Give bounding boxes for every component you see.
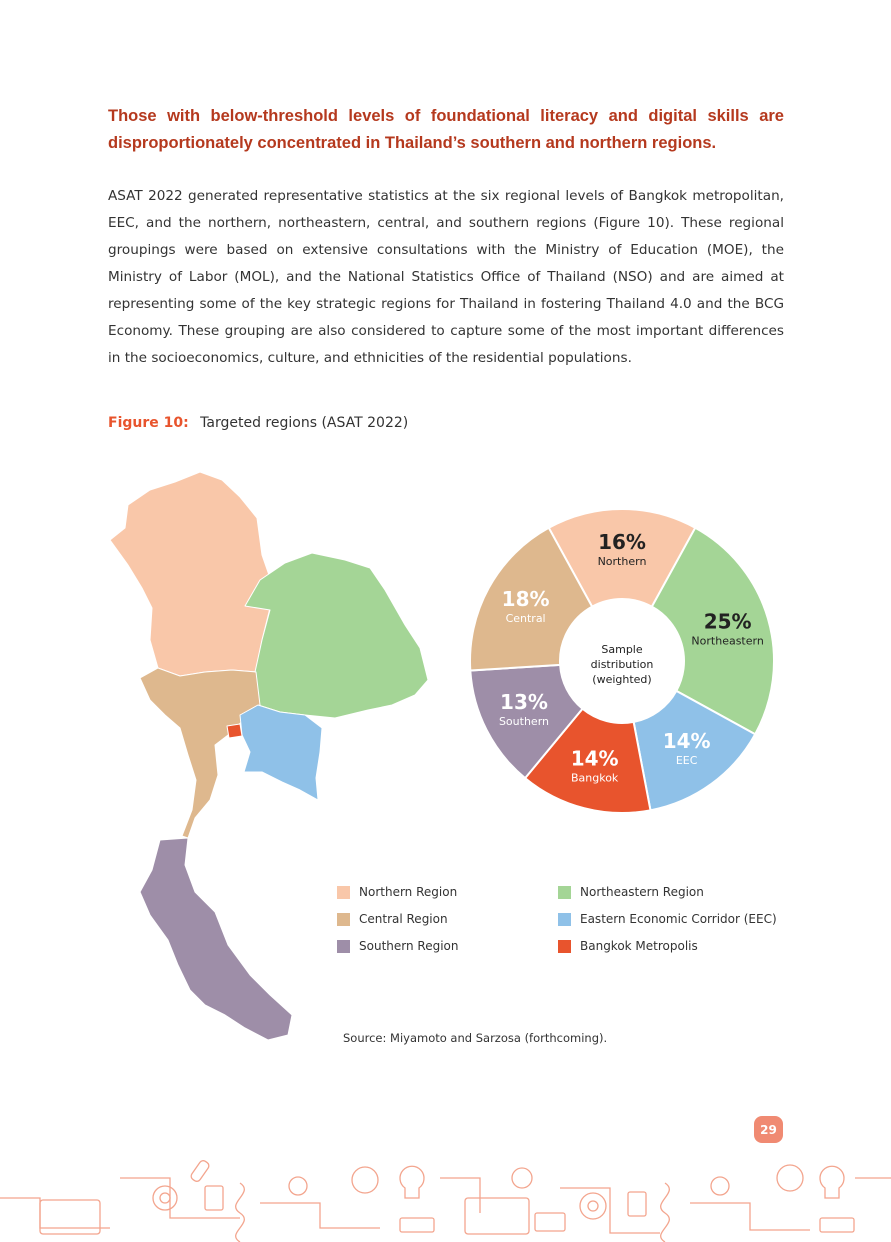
gear-icon bbox=[711, 1177, 729, 1195]
legend-label: Central Region bbox=[359, 912, 448, 926]
map-region-eec bbox=[240, 705, 322, 800]
legend-swatch bbox=[337, 886, 350, 899]
sample-distribution-donut bbox=[466, 505, 778, 817]
usb-icon bbox=[820, 1218, 854, 1232]
legend-label: Bangkok Metropolis bbox=[580, 939, 698, 953]
section-heading: Those with below-threshold levels of foundational literacy and digital skills are disproportionately concentrated in Thailand’s southern and northern regions. bbox=[108, 107, 784, 152]
legend-label: Eastern Economic Corridor (EEC) bbox=[580, 912, 777, 926]
circuit-line bbox=[0, 1198, 110, 1228]
map-region-central bbox=[140, 668, 260, 838]
gear-icon bbox=[160, 1193, 170, 1203]
donut-value-label-central: 18% bbox=[501, 587, 550, 612]
circuit-line bbox=[690, 1203, 810, 1230]
dna-icon bbox=[236, 1183, 245, 1242]
circuit-line bbox=[260, 1203, 380, 1228]
gear-icon bbox=[289, 1177, 307, 1195]
gear-icon bbox=[588, 1201, 598, 1211]
circuit-line bbox=[560, 1188, 660, 1233]
legend-item-eec bbox=[558, 912, 777, 926]
rocket-icon bbox=[190, 1159, 211, 1183]
donut-value-label-eec: 14% bbox=[662, 728, 711, 753]
circuit-line bbox=[440, 1178, 480, 1213]
bulb-icon bbox=[820, 1166, 844, 1198]
legend-item-northern bbox=[337, 885, 457, 899]
legend-swatch bbox=[337, 940, 350, 953]
bulb-icon bbox=[400, 1166, 424, 1198]
donut-category-label-northeastern: Northeastern bbox=[691, 634, 764, 648]
figure-source: Source: Miyamoto and Sarzosa (forthcoming). bbox=[343, 1031, 608, 1045]
legend-swatch bbox=[337, 913, 350, 926]
donut-center-label-line1: Sample bbox=[601, 643, 643, 656]
donut-value-label-northern: 16% bbox=[598, 530, 646, 554]
book-icon bbox=[628, 1192, 646, 1216]
figure-title: Targeted regions (ASAT 2022) bbox=[200, 415, 409, 431]
gear-icon bbox=[580, 1193, 606, 1219]
donut-category-label-eec: EEC bbox=[675, 753, 698, 767]
usb-icon bbox=[400, 1218, 434, 1232]
donut-value-label-southern: 13% bbox=[500, 689, 548, 714]
screen-icon bbox=[465, 1198, 529, 1234]
figure-label: Figure 10: bbox=[108, 415, 189, 431]
legend-swatch bbox=[558, 886, 571, 899]
legend-item-bangkok bbox=[558, 939, 698, 953]
legend-item-central bbox=[337, 912, 448, 926]
brain-icon bbox=[777, 1165, 803, 1191]
donut-center-label-line3: (weighted) bbox=[592, 673, 652, 686]
map-region-bangkok bbox=[227, 724, 242, 738]
gear-icon bbox=[153, 1186, 177, 1210]
donut-center-label-line2: distribution bbox=[590, 658, 654, 671]
donut-value-label-northeastern: 25% bbox=[703, 609, 752, 634]
figure-caption bbox=[108, 415, 408, 431]
legend-item-northeastern bbox=[558, 885, 704, 899]
book-icon bbox=[205, 1186, 223, 1210]
legend-label: Northeastern Region bbox=[580, 885, 704, 899]
map-region-southern bbox=[140, 838, 292, 1040]
decorative-footer-pattern bbox=[0, 1158, 891, 1242]
screen-icon bbox=[40, 1200, 100, 1234]
legend-label: Northern Region bbox=[359, 885, 458, 899]
body-paragraph: ASAT 2022 generated representative statistics at the six regional levels of Bangkok metropolitan, EEC, and the northern, northeastern, central, and southern regions (Figure 10). These regional groupings were based on extensive consultations with the Ministry of Education (MOE), the Ministry of Labor (MOL), and the National Statistics Office of Thailand (NSO) and are aimed at representing some of the key strategic regions for Thailand in fostering Thailand 4.0 and the BCG Economy. These grouping are also considered to capture some of the most important differences in the socioeconomics, culture, and ethnicities of the residential populations. bbox=[108, 188, 784, 366]
circuit-line bbox=[120, 1178, 240, 1218]
donut-category-label-southern: Southern bbox=[498, 714, 550, 728]
dna-icon bbox=[661, 1183, 670, 1242]
atom-icon bbox=[512, 1168, 532, 1188]
donut-category-label-bangkok: Bangkok bbox=[570, 771, 619, 785]
page-number-badge: 29 bbox=[754, 1116, 783, 1143]
legend-swatch bbox=[558, 913, 571, 926]
donut-category-label-central: Central bbox=[505, 612, 546, 626]
brain-icon bbox=[352, 1167, 378, 1193]
map-region-northeastern bbox=[245, 553, 428, 718]
donut-category-label-northern: Northern bbox=[597, 555, 647, 568]
legend-item-southern bbox=[337, 939, 458, 953]
donut-value-label-bangkok: 14% bbox=[570, 746, 619, 771]
flask-icon bbox=[535, 1213, 565, 1231]
thailand-region-map bbox=[100, 465, 440, 1050]
legend-label: Southern Region bbox=[359, 939, 459, 953]
map-region-northern bbox=[110, 472, 272, 676]
legend-swatch bbox=[558, 940, 571, 953]
